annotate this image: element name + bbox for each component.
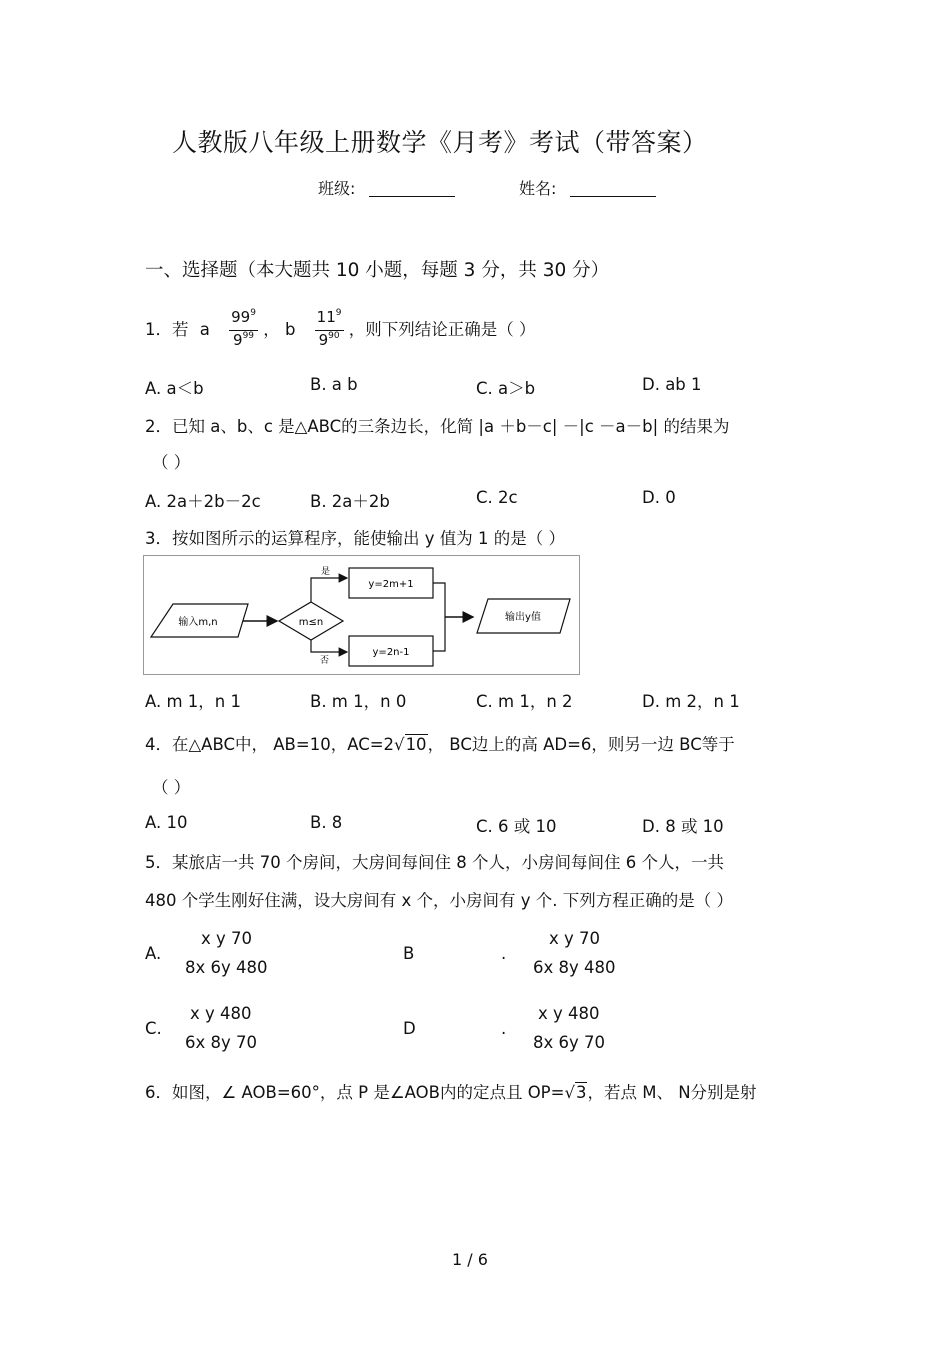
flow-output-text: 输出y值 [505, 612, 541, 623]
q5-a-eq2: 8x 6y 480 [185, 958, 268, 977]
q1-a-den: 9 [233, 331, 243, 349]
name-blank[interactable] [570, 182, 656, 197]
q5-d-eq2: 8x 6y 70 [533, 1033, 606, 1052]
q4-answer-paren: （ ） [152, 778, 191, 797]
q2-answer-paren: （ ） [152, 453, 191, 472]
q4-option-b[interactable]: B. 8 [310, 813, 343, 832]
q4-option-c[interactable]: C. 6 或 10 [476, 817, 557, 836]
question-5-line-2: 480 个学生刚好住满，设大房间有 x 个，小房间有 y 个. 下列方程正确的是（ ） [145, 891, 733, 910]
flow-input-text: 输入m,n [178, 617, 218, 628]
q1-option-c[interactable]: C. a＞b [476, 379, 536, 398]
q1-option-d[interactable]: D. ab 1 [642, 375, 702, 394]
q5-option-d-dot: . [501, 1019, 507, 1038]
q1-a-num: 99 [231, 308, 251, 326]
flow-yes-label: 是 [321, 567, 331, 577]
page-title: 人教版八年级上册数学《月考》考试（带答案） [172, 128, 708, 157]
question-4 [145, 731, 735, 755]
q3-option-b[interactable]: B. m 1，n 0 [310, 692, 407, 711]
q1-b-num-exp: 9 [335, 308, 342, 318]
q5-c-eq1: x y 480 [190, 1004, 252, 1023]
q2-option-c[interactable]: C. 2c [476, 488, 518, 507]
flow-decision-text: m≤n [298, 617, 324, 628]
q6-sqrt-value: 3 [575, 1083, 587, 1102]
q3-option-d[interactable]: D. m 2，n 1 [642, 692, 740, 711]
q1-option-b[interactable]: B. a b [310, 375, 358, 394]
q4-sqrt-value: 10 [405, 735, 427, 754]
q5-option-b-system[interactable] [533, 924, 616, 982]
q1-b-var: ， b [263, 320, 296, 339]
q5-option-a-label[interactable]: A. [145, 944, 162, 963]
section-heading: 一、选择题（本大题共 10 小题，每题 3 分，共 30 分） [145, 260, 610, 281]
q1-a-num-exp: 9 [250, 308, 256, 318]
class-field [318, 176, 455, 199]
q5-b-eq2: 6x 8y 480 [533, 958, 616, 977]
class-blank[interactable] [369, 182, 455, 197]
q5-option-c-system[interactable] [185, 999, 257, 1057]
q1-option-a[interactable]: A. a＜b [145, 379, 204, 398]
q5-d-eq1: x y 480 [538, 1004, 600, 1023]
q1-b-fraction [315, 308, 344, 353]
flow-bottom-box-text: y=2n-1 [372, 647, 410, 658]
q5-c-eq2: 6x 8y 70 [185, 1033, 258, 1052]
q4-sqrt: √10 [394, 735, 427, 754]
q4-option-d[interactable]: D. 8 或 10 [642, 817, 724, 836]
flow-no-label: 否 [320, 656, 330, 666]
q1-b-num: 11 [316, 308, 336, 326]
q5-option-b-dot: . [501, 944, 507, 963]
q1-b-den-exp: 90 [328, 331, 340, 341]
q6-text-b: ，若点 M、 N分别是射 [587, 1083, 757, 1102]
q5-a-eq1: x y 70 [201, 929, 253, 948]
name-field [519, 176, 656, 199]
flowchart [143, 555, 580, 675]
page-number: 1 / 6 [452, 1250, 488, 1269]
question-2: 2．已知 a、b、c 是△ABC的三条边长，化简 |a ＋b－c| －|c －a－b| 的结果为 [145, 417, 730, 436]
q5-option-b-label[interactable]: B [403, 944, 415, 963]
q1-a-fraction [229, 308, 258, 353]
q4-text-a: 4．在△ABC中， AB=10，AC=2 [145, 735, 395, 754]
q5-option-d-system[interactable] [533, 999, 605, 1057]
q2-option-b[interactable]: B. 2a＋2b [310, 492, 390, 511]
q6-text-a: 6．如图，∠ AOB=60°，点 P 是∠AOB内的定点且 OP= [145, 1083, 565, 1102]
q1-tail: ，则下列结论正确是（ ） [348, 320, 536, 339]
q4-text-b: ， BC边上的高 AD=6，则另一边 BC等于 [427, 735, 735, 754]
question-3: 3．按如图所示的运算程序，能使输出 y 值为 1 的是（ ） [145, 529, 565, 548]
q3-option-c[interactable]: C. m 1，n 2 [476, 692, 573, 711]
name-label: 姓名: [519, 179, 557, 198]
question-1 [145, 308, 536, 353]
q5-option-d-label[interactable]: D [403, 1019, 416, 1038]
q5-b-eq1: x y 70 [549, 929, 601, 948]
q6-sqrt: √3 [564, 1083, 587, 1102]
q4-option-a[interactable]: A. 10 [145, 813, 188, 832]
q5-option-a-system[interactable] [185, 924, 268, 982]
q1-a-den-exp: 99 [242, 331, 255, 341]
q1-number: 1．若 [145, 320, 189, 339]
q2-option-a[interactable]: A. 2a＋2b－2c [145, 492, 261, 511]
question-6 [145, 1079, 757, 1103]
q1-a-var: a [199, 320, 210, 339]
q1-b-den: 9 [318, 331, 329, 349]
class-label: 班级: [318, 179, 356, 198]
q2-option-d[interactable]: D. 0 [642, 488, 676, 507]
q3-option-a[interactable]: A. m 1，n 1 [145, 692, 242, 711]
question-5-line-1: 5．某旅店一共 70 个房间，大房间每间住 8 个人，小房间每间住 6 个人，一共 [145, 853, 724, 872]
flow-top-box-text: y=2m+1 [368, 579, 414, 590]
q5-option-c-label[interactable]: C. [145, 1019, 162, 1038]
